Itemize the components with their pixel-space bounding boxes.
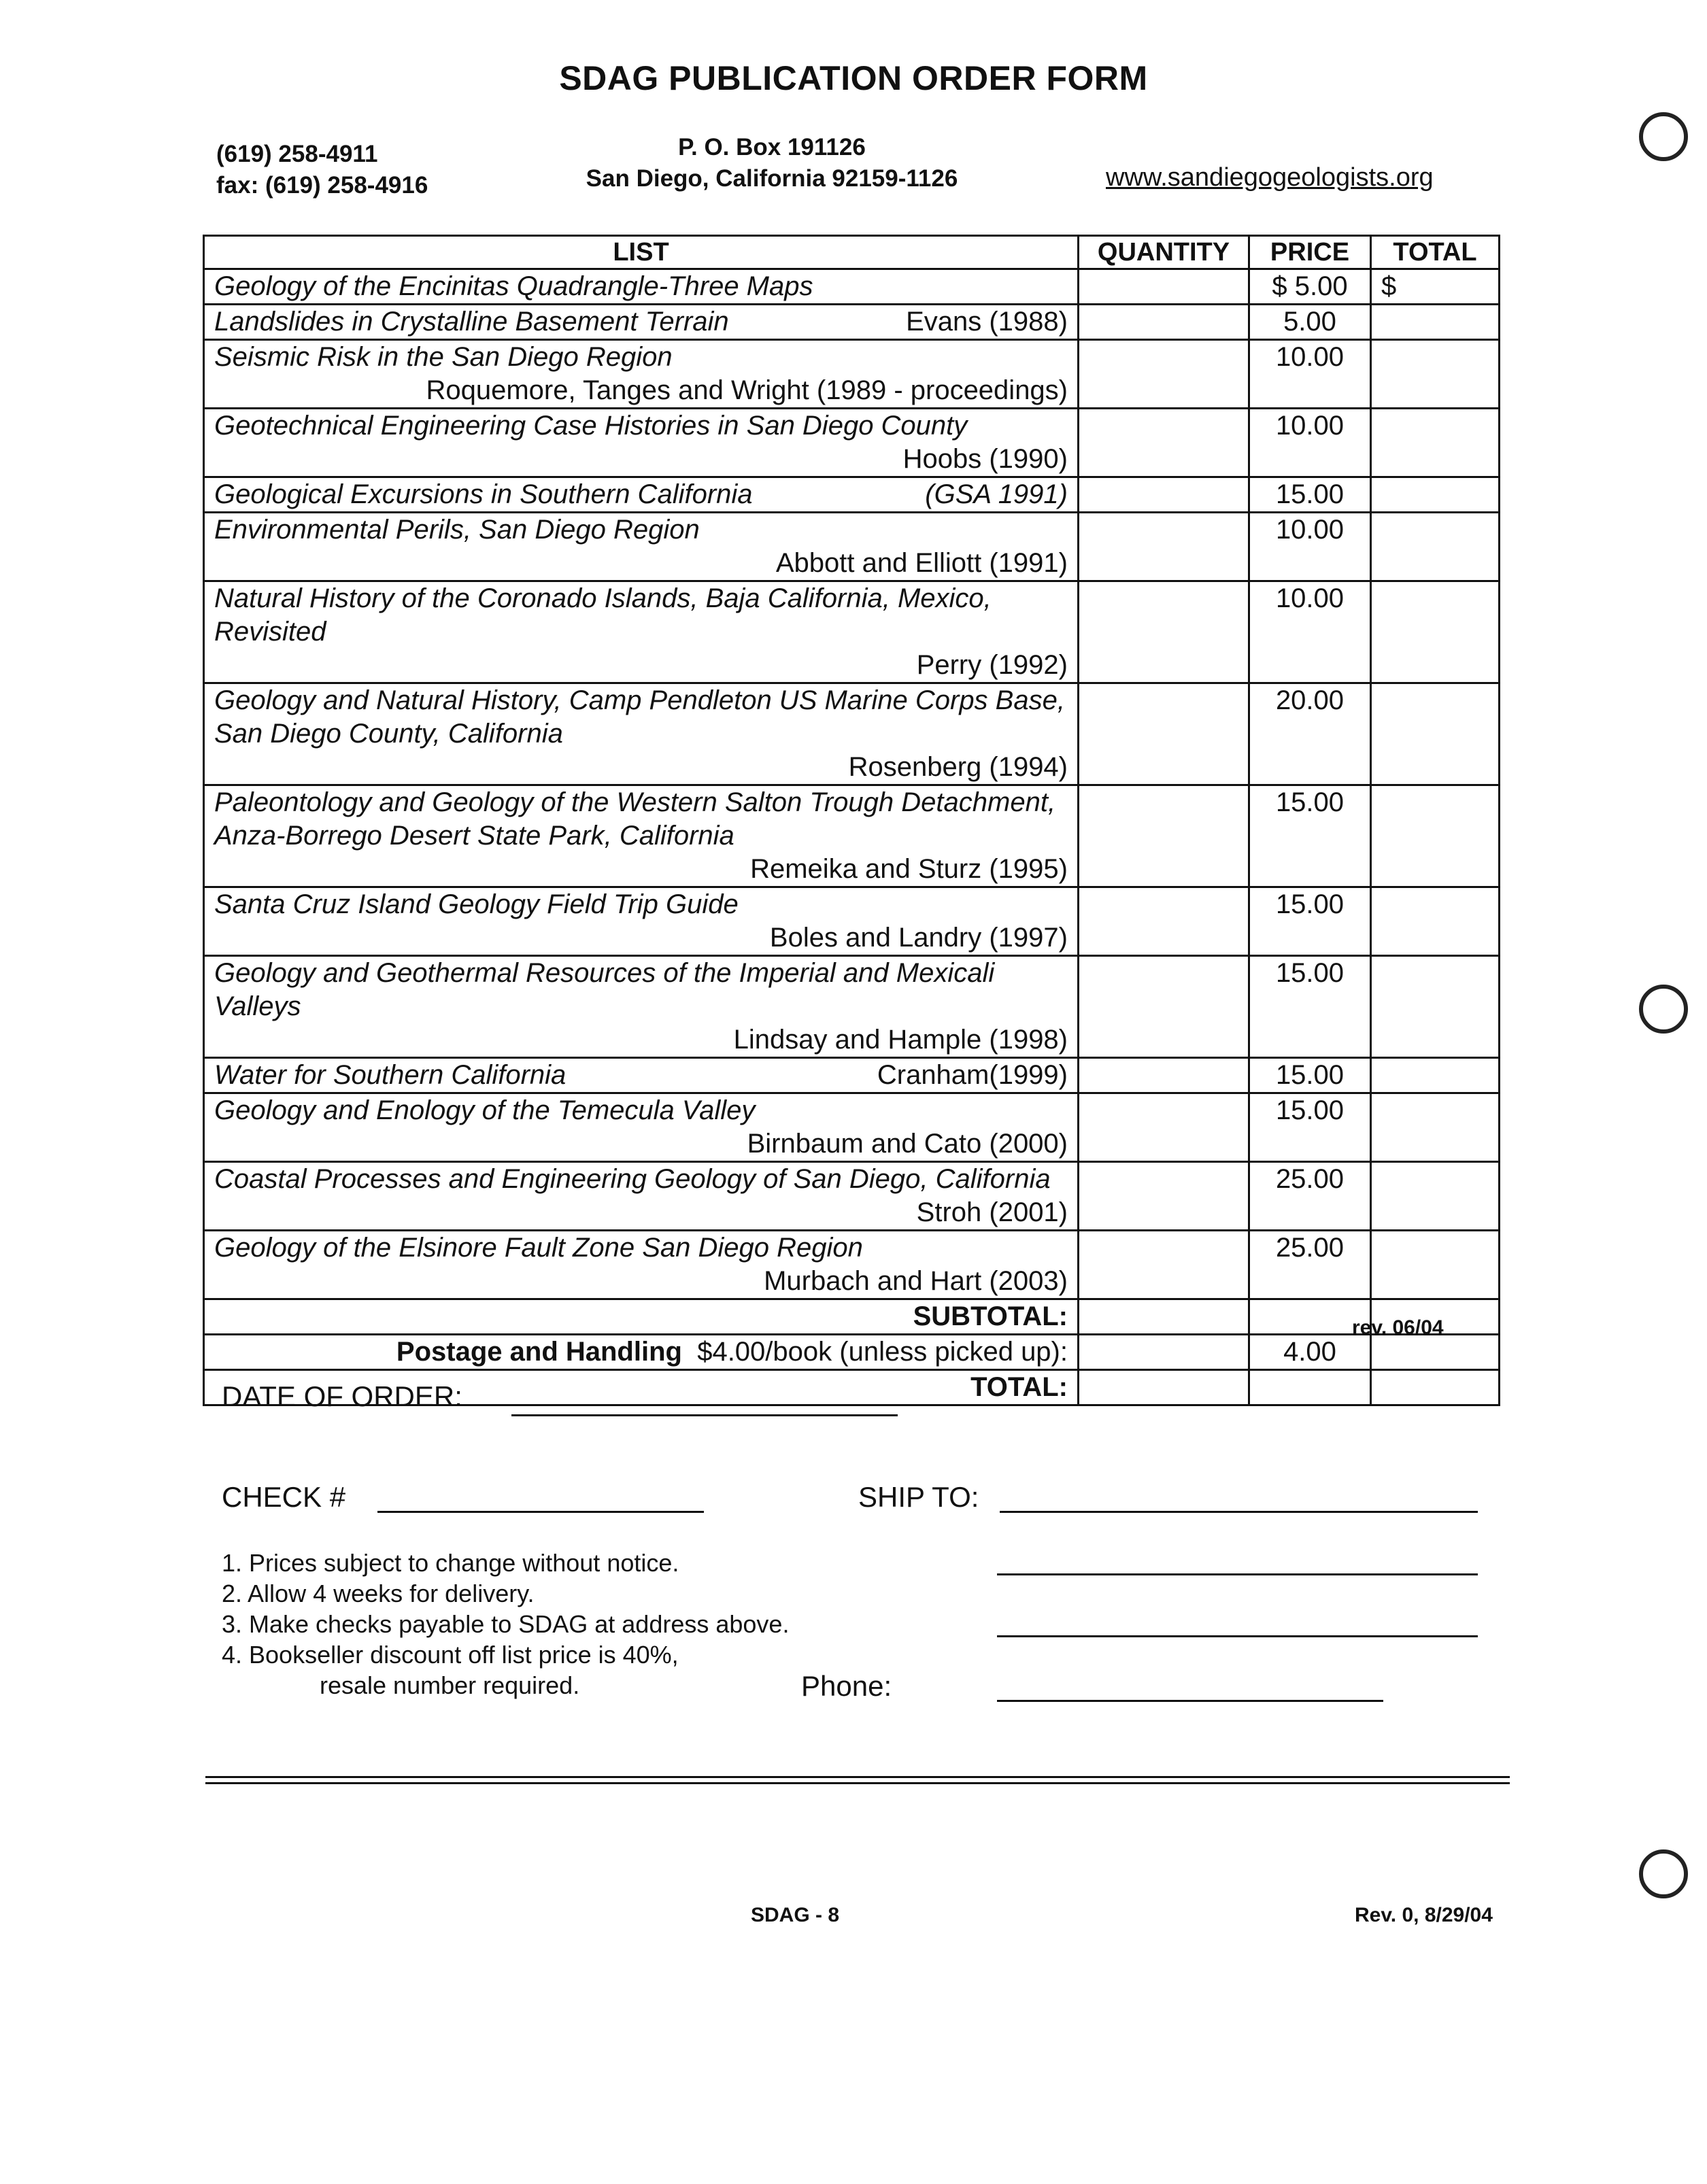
publication-author: Abbott and Elliott (1991) [775, 548, 1068, 578]
publication-title: Paleontology and Geology of the Western Salton Trough Detachment, Anza-Borrego Desert State Park, California [214, 787, 1056, 851]
table-row [204, 1093, 1500, 1162]
table-row [204, 1231, 1500, 1299]
order-notes [222, 1548, 789, 1701]
publication-cell [204, 887, 1079, 956]
binder-hole [1639, 1849, 1688, 1898]
publication-cell [204, 1162, 1079, 1231]
total-cell[interactable] [1371, 305, 1500, 340]
quantity-cell[interactable] [1079, 1093, 1249, 1162]
total-cell[interactable] [1371, 477, 1500, 513]
price-cell: 5.00 [1249, 305, 1371, 340]
table-row [204, 269, 1500, 305]
publication-author: Roquemore, Tanges and Wright (1989 - proceedings) [426, 375, 1068, 405]
publication-author: Lindsay and Hample (1998) [733, 1025, 1068, 1055]
publication-cell [204, 477, 1079, 513]
publication-cell [204, 340, 1079, 409]
table-row [204, 581, 1500, 683]
total-cell[interactable] [1371, 1231, 1500, 1299]
website-link[interactable]: www.sandiegogeologists.org [1106, 163, 1434, 192]
total-cell[interactable] [1371, 581, 1500, 683]
publication-title: Santa Cruz Island Geology Field Trip Guide [214, 889, 739, 919]
publication-title: Geology and Geothermal Resources of the Imperial and Mexicali Valleys [214, 958, 995, 1021]
note-item: 4. Bookseller discount off list price is 40%, [222, 1641, 679, 1669]
quantity-cell[interactable] [1079, 1162, 1249, 1231]
note-item: 3. Make checks payable to SDAG at address above. [222, 1610, 790, 1638]
postage-total-cell[interactable] [1371, 1335, 1500, 1370]
publication-title: Geology of the Elsinore Fault Zone San Diego Region [214, 1233, 863, 1263]
postage-price: 4.00 [1249, 1335, 1371, 1370]
note-item: 2. Allow 4 weeks for delivery. [222, 1580, 535, 1607]
publication-cell [204, 513, 1079, 581]
total-cell[interactable] [1371, 887, 1500, 956]
price-cell: 10.00 [1249, 340, 1371, 409]
quantity-cell[interactable] [1079, 956, 1249, 1058]
quantity-cell[interactable] [1079, 887, 1249, 956]
total-cell[interactable] [1371, 513, 1500, 581]
note-item: resale number required. [320, 1671, 580, 1699]
table-row [204, 1162, 1500, 1231]
price-cell: 15.00 [1249, 887, 1371, 956]
date-of-order-label: DATE OF ORDER: [222, 1380, 462, 1412]
publication-cell [204, 1093, 1079, 1162]
postage-label-bold: Postage and Handling [396, 1337, 682, 1367]
price-cell: 25.00 [1249, 1162, 1371, 1231]
postage-rate: $4.00/book (unless picked up): [697, 1337, 1068, 1367]
total-cell[interactable] [1371, 340, 1500, 409]
total-cell[interactable] [1371, 785, 1500, 887]
publication-author: Murbach and Hart (2003) [764, 1266, 1068, 1296]
publication-title: Seismic Risk in the San Diego Region [214, 342, 673, 372]
table-row [204, 305, 1500, 340]
quantity-cell[interactable] [1079, 409, 1249, 477]
publication-title: Geotechnical Engineering Case Histories in San Diego County [214, 411, 968, 441]
date-of-order-field[interactable] [511, 1414, 898, 1416]
total-label: TOTAL: [204, 1370, 1079, 1405]
publication-cell [204, 581, 1079, 683]
order-table [203, 235, 1500, 1406]
column-header-quantity: QUANTITY [1079, 236, 1249, 269]
quantity-cell[interactable] [1079, 305, 1249, 340]
check-number-label: CHECK # [222, 1481, 346, 1513]
quantity-cell[interactable] [1079, 1058, 1249, 1093]
total-cell[interactable] [1371, 683, 1500, 785]
publication-title: Geology and Enology of the Temecula Valley [214, 1095, 756, 1125]
price-cell: 15.00 [1249, 956, 1371, 1058]
price-cell: 10.00 [1249, 409, 1371, 477]
publication-title: Geology and Natural History, Camp Pendleton US Marine Corps Base, San Diego County, California [214, 685, 1065, 749]
total-cell[interactable]: $ [1371, 269, 1500, 305]
footer-revision: Rev. 0, 8/29/04 [1355, 1904, 1493, 1926]
price-cell: $ 5.00 [1249, 269, 1371, 305]
table-row [204, 1058, 1500, 1093]
table-row [204, 785, 1500, 887]
publication-author: Rosenberg (1994) [848, 752, 1068, 782]
publication-cell [204, 1231, 1079, 1299]
publication-title: Landslides in Crystalline Basement Terrain [214, 307, 729, 337]
publication-author: Remeika and Sturz (1995) [750, 854, 1068, 884]
postage-row [204, 1335, 1500, 1370]
quantity-cell[interactable] [1079, 1231, 1249, 1299]
quantity-cell[interactable] [1079, 513, 1249, 581]
ship-to-field-2[interactable] [997, 1573, 1478, 1575]
column-header-list: LIST [204, 236, 1079, 269]
quantity-cell[interactable] [1079, 340, 1249, 409]
binder-hole [1639, 112, 1688, 161]
publication-author: Stroh (2001) [916, 1197, 1068, 1227]
subtotal-quantity-cell[interactable] [1079, 1299, 1249, 1335]
total-cell[interactable] [1371, 956, 1500, 1058]
table-header-row [204, 236, 1500, 269]
price-cell: 10.00 [1249, 581, 1371, 683]
publication-title: Geological Excursions in Southern California [214, 479, 753, 509]
publication-author: Hoobs (1990) [902, 444, 1068, 474]
total-price-cell [1249, 1370, 1371, 1405]
postage-quantity-cell[interactable] [1079, 1335, 1249, 1370]
price-cell: 15.00 [1249, 477, 1371, 513]
grand-total-cell[interactable] [1371, 1370, 1500, 1405]
quantity-cell[interactable] [1079, 683, 1249, 785]
publication-cell [204, 409, 1079, 477]
table-row [204, 477, 1500, 513]
table-row [204, 956, 1500, 1058]
publication-author: Birnbaum and Cato (2000) [747, 1129, 1068, 1159]
column-header-total: TOTAL [1371, 236, 1500, 269]
po-box: P. O. Box 191126 [678, 134, 866, 160]
price-cell: 25.00 [1249, 1231, 1371, 1299]
check-number-field[interactable] [377, 1511, 704, 1513]
fax-number: fax: (619) 258-4916 [216, 172, 428, 199]
footer-divider [205, 1776, 1510, 1784]
price-cell: 15.00 [1249, 1058, 1371, 1093]
publication-title: Natural History of the Coronado Islands, Baja California, Mexico, Revisited [214, 583, 992, 647]
price-cell: 20.00 [1249, 683, 1371, 785]
city-state-zip: San Diego, California 92159-1126 [586, 165, 958, 192]
publication-title: Coastal Processes and Engineering Geology of San Diego, California [214, 1164, 1051, 1194]
phone-field[interactable] [997, 1700, 1383, 1702]
publication-author: Perry (1992) [916, 650, 1068, 680]
ship-to-field-1[interactable] [1000, 1511, 1478, 1513]
page-title: SDAG PUBLICATION ORDER FORM [559, 59, 1148, 97]
publication-cell [204, 269, 1079, 305]
publication-cell [204, 1058, 1079, 1093]
note-item: 1. Prices subject to change without notice. [222, 1549, 679, 1577]
table-row [204, 340, 1500, 409]
price-cell: 15.00 [1249, 1093, 1371, 1162]
total-cell[interactable] [1371, 1093, 1500, 1162]
publication-author: Cranham(1999) [877, 1060, 1068, 1090]
revision-note: rev. 06/04 [1352, 1316, 1444, 1339]
postage-label [204, 1335, 1079, 1370]
quantity-cell[interactable] [1079, 269, 1249, 305]
page-number: SDAG - 8 [751, 1904, 840, 1926]
phone-number: (619) 258-4911 [216, 141, 378, 167]
publication-title: Water for Southern California [214, 1060, 567, 1090]
subtotal-label: SUBTOTAL: [204, 1299, 1079, 1335]
price-cell: 10.00 [1249, 513, 1371, 581]
subtotal-row [204, 1299, 1500, 1335]
table-row [204, 683, 1500, 785]
quantity-cell[interactable] [1079, 785, 1249, 887]
publication-cell [204, 305, 1079, 340]
publication-cell [204, 785, 1079, 887]
publication-author: Evans (1988) [906, 307, 1068, 337]
publication-title: Geology of the Encinitas Quadrangle-Three Maps [214, 271, 813, 301]
table-row [204, 887, 1500, 956]
quantity-cell[interactable] [1079, 581, 1249, 683]
table-row [204, 409, 1500, 477]
table-row [204, 513, 1500, 581]
total-quantity-cell[interactable] [1079, 1370, 1249, 1405]
publication-cell [204, 956, 1079, 1058]
publication-title: Environmental Perils, San Diego Region [214, 515, 700, 545]
publication-author: (GSA 1991) [925, 479, 1068, 509]
publication-author: Boles and Landry (1997) [769, 923, 1068, 953]
total-cell[interactable] [1371, 409, 1500, 477]
price-cell: 15.00 [1249, 785, 1371, 887]
column-header-price: PRICE [1249, 236, 1371, 269]
binder-hole [1639, 985, 1688, 1034]
ship-to-label: SHIP TO: [858, 1481, 979, 1513]
quantity-cell[interactable] [1079, 477, 1249, 513]
total-cell[interactable] [1371, 1058, 1500, 1093]
phone-label: Phone: [801, 1670, 892, 1702]
ship-to-field-3[interactable] [997, 1635, 1478, 1637]
total-cell[interactable] [1371, 1162, 1500, 1231]
publication-cell [204, 683, 1079, 785]
